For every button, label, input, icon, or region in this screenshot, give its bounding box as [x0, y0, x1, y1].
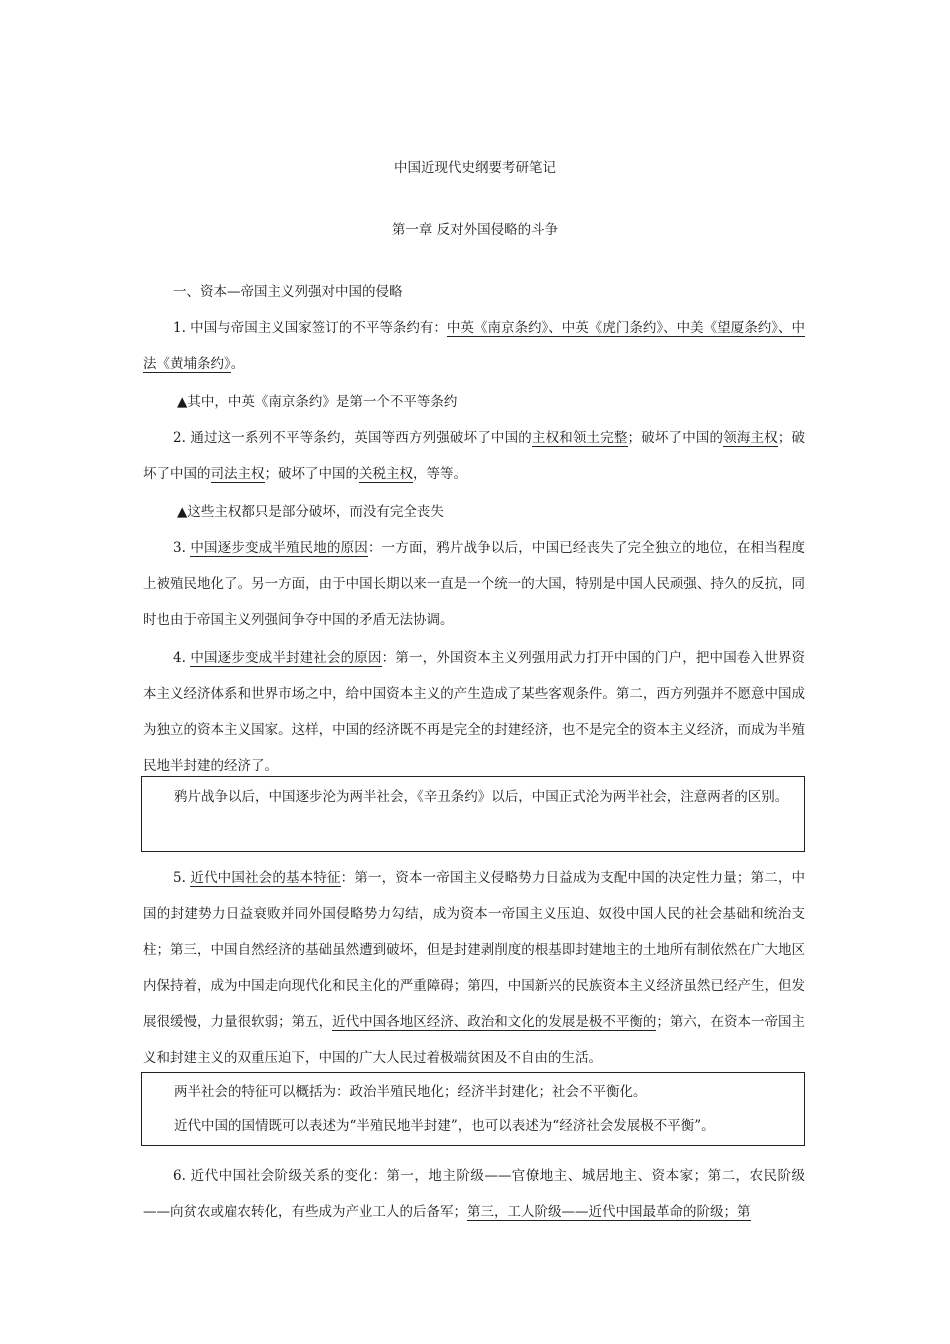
- p2-text-1: 2. 通过这一系列不平等条约，英国等西方列强破坏了中国的: [173, 430, 532, 446]
- p4-lead: 4.: [173, 650, 191, 666]
- document-title: 中国近现代史纲要考研笔记: [394, 160, 556, 176]
- p3-underline: 中国逐步变成半殖民地的原因: [190, 540, 368, 556]
- p1-underlined-treaties: 中英《南京条约》、中英《虎门条约》、中美《望厦条约》、中法《黄埔条约》: [143, 320, 806, 372]
- note-1-text: ▲其中，中英《南京条约》是第一个不平等条约: [177, 394, 458, 410]
- paragraph-4: [143, 640, 805, 784]
- section-heading-text: 一、资本—帝国主义列强对中国的侵略: [173, 284, 403, 300]
- note-1: [143, 384, 805, 420]
- paragraph-2: [143, 420, 805, 492]
- p5-lead: 5.: [173, 870, 191, 886]
- p5-underline-1: 近代中国社会的基本特征: [190, 870, 341, 886]
- note-box-2: [141, 1072, 805, 1146]
- note-box-1-text: 鸦片战争以后，中国逐步沦为两半社会，《辛丑条约》以后，中国正式沦为两半社会，注意两者的区别。: [174, 789, 789, 805]
- p2-underline-1: 主权和领土完整: [531, 430, 628, 446]
- p1-tail: 。: [230, 356, 245, 372]
- p5-underline-2: 近代中国各地区经济、政治和文化的发展是极不平衡的: [332, 1014, 657, 1030]
- paragraph-1: [143, 310, 805, 382]
- paragraph-6: [143, 1158, 805, 1230]
- note-2: [143, 494, 805, 530]
- paragraph-3: [143, 530, 805, 638]
- note-box-2-line-2: [144, 1109, 802, 1143]
- paragraph-5: [143, 860, 805, 1076]
- p5-text-1: ：第一，资本一帝国主义侵略势力日益成为支配中国的决定性力量；第二，中国的封建势力日益衰败并同外国侵略势力勾结，成为资本一帝国主义压迫、奴役中国人民的社会基础和统治支柱；第三，中国自然经济的基础虽然遭到破坏，但是封建剥削度的根基即封建地主的土地所有制依然在广大地区内保持着，成为中国走向现代化和民主化的严重障碍；第四，中国新兴的民族资本主义经济虽然已经产生，但发展很缓慢，力量很软弱；第五，: [143, 870, 806, 1030]
- p4-tail: ：第一，外国资本主义列强用武力打开中国的门户，把中国卷入世界资本主义经济体系和世界市场之中，给中国资本主义的产生造成了某些客观条件。第二，西方列强并不愿意中国成为独立的资本主义国家。这样，中国的经济既不再是完全的封建经济，也不是完全的资本主义经济，而成为半殖民地半封建的经济了。: [143, 650, 806, 774]
- p2-text-4: ；破坏了中国的: [264, 466, 359, 482]
- note-box-2-line-2-text: 近代中国的国情既可以表述为“半殖民地半封建”，也可以表述为“经济社会发展极不平衡”。: [174, 1118, 715, 1134]
- p2-underline-4: 关税主权: [359, 466, 413, 482]
- note-box-2-line-1: [144, 1075, 802, 1109]
- p2-underline-3: 司法主权: [210, 466, 265, 482]
- p2-text-3: ；破坏了中国的: [143, 430, 806, 482]
- p6-underline: 第三，工人阶级——近代中国最革命的阶级；第: [467, 1204, 751, 1220]
- chapter-heading: 第一章 反对外国侵略的斗争: [391, 222, 559, 238]
- note-box-2-line-1-text: 两半社会的特征可以概括为：政治半殖民地化；经济半封建化；社会不平衡化。: [174, 1084, 647, 1100]
- note-box-1: [141, 776, 805, 852]
- p3-lead: 3.: [173, 540, 191, 556]
- p3-tail: ：一方面，鸦片战争以后，中国已经丧失了完全独立的地位，在相当程度上被殖民地化了。另一方面，由于中国长期以来一直是一个统一的大国，特别是中国人民顽强、持久的反抗，同时也由于帝国主义列强间争夺中国的矛盾无法协调。: [143, 540, 806, 628]
- p1-lead: 1. 中国与帝国主义国家签订的不平等条约有：: [173, 320, 447, 336]
- p2-underline-2: 领海主权: [723, 430, 778, 446]
- note-2-text: ▲这些主权都只是部分破坏，而没有完全丧失: [177, 504, 444, 520]
- p2-text-5: ，等等。: [413, 466, 467, 482]
- p5-text-2: ；第六，在资本一帝国主义和封建主义的双重压迫下，中国的广大人民过着极端贫困及不自由的生活。: [143, 1014, 806, 1066]
- p2-text-2: ；破坏了中国的: [627, 430, 724, 446]
- section-heading: [143, 274, 805, 310]
- p4-underline: 中国逐步变成半封建社会的原因: [190, 650, 382, 666]
- p6-text-1: 6. 近代中国社会阶级关系的变化：第一，地主阶级——官僚地主、城居地主、资本家；第二，农民阶级——向贫农或雇农转化，有些成为产业工人的后备军；: [143, 1168, 805, 1220]
